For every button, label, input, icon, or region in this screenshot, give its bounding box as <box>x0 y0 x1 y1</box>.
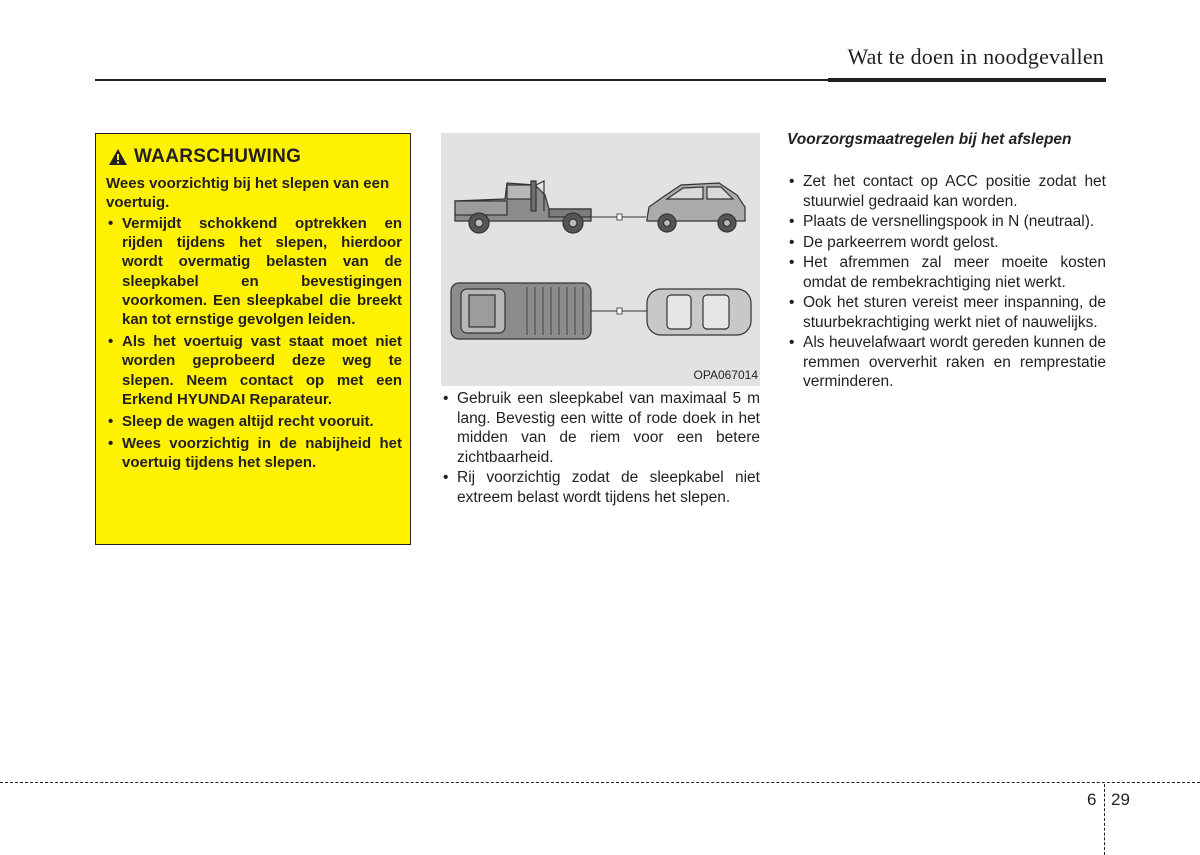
list-item: • Plaats de versnellingspook in N (neutraal). <box>789 213 1095 230</box>
figure-code: OPA067014 <box>693 368 758 382</box>
section-heading: Voorzorgsmaatregelen bij het afslepen <box>787 131 1072 148</box>
warning-item: • Sleep de wagen altijd recht vooruit. <box>108 413 374 431</box>
warning-title: WAARSCHUWING <box>134 146 302 167</box>
precautions-list <box>787 172 1106 393</box>
page-number: 29 <box>1111 790 1130 809</box>
towing-tips-list <box>441 389 760 508</box>
cable-flag <box>617 214 622 220</box>
warning-item: • Wees voorzichtig in de nabijheid het voertuig tijdens het slepen. <box>108 435 402 472</box>
cable-flag <box>617 308 622 314</box>
warning-item: • Vermijdt schokkend optrekken en rijden tijdens het slepen, hierdoor wordt overmatig belasten van de sleepkabel en bevestigingen voorkomen. Een sleepkabel die breekt kan tot ernstige gevolgen leiden. <box>108 215 402 329</box>
list-item: • Gebruik een sleepkabel van maximaal 5 m lang. Bevestig een witte of rode doek in het midden van de riem voor een betere zichtbaarheid. <box>443 390 760 466</box>
warning-item: • Als het voertuig vast staat moet niet worden geprobeerd deze weg te slepen. Neem contact op met een Erkend HYUNDAI Reparateur. <box>108 333 402 408</box>
list-item: • Rij voorzichtig zodat de sleepkabel niet extreem belast wordt tijdens het slepen. <box>443 469 760 506</box>
list-item: • De parkeerrem wordt gelost. <box>789 233 999 251</box>
page-header-title: Wat te doen in noodgevallen <box>847 44 1104 69</box>
warning-list <box>106 214 402 473</box>
footer-rule <box>0 782 1200 783</box>
chapter-number: 6 <box>1087 790 1097 809</box>
towing-illustration <box>441 133 760 386</box>
tow-truck-side-view <box>455 181 591 233</box>
towing-diagram <box>441 133 760 386</box>
tow-truck-top-view <box>451 283 591 339</box>
warning-intro: Wees voorzichtig bij het slepen van een voertuig. <box>106 175 390 211</box>
warning-header <box>108 146 402 168</box>
towed-car-top-view <box>647 289 751 335</box>
footer-divider <box>1104 784 1105 855</box>
warning-triangle-icon <box>108 148 128 166</box>
list-item: • Ook het sturen vereist meer inspanning, de stuurbekrachtiging werkt niet of nauwelijks. <box>789 294 1106 331</box>
list-item: • Zet het contact op ACC positie zodat het stuurwiel gedraaid kan worden. <box>789 173 1106 210</box>
towed-car-side-view <box>647 183 745 232</box>
list-item: • Het afremmen zal meer moeite kosten omdat de rembekrachtiging niet werkt. <box>789 254 1106 291</box>
warning-box <box>95 133 411 545</box>
list-item: • Als heuvelafwaart wordt gereden kunnen de remmen oververhit raken en remprestatie verminderen. <box>789 334 1106 390</box>
header-rule-accent <box>828 78 1106 82</box>
